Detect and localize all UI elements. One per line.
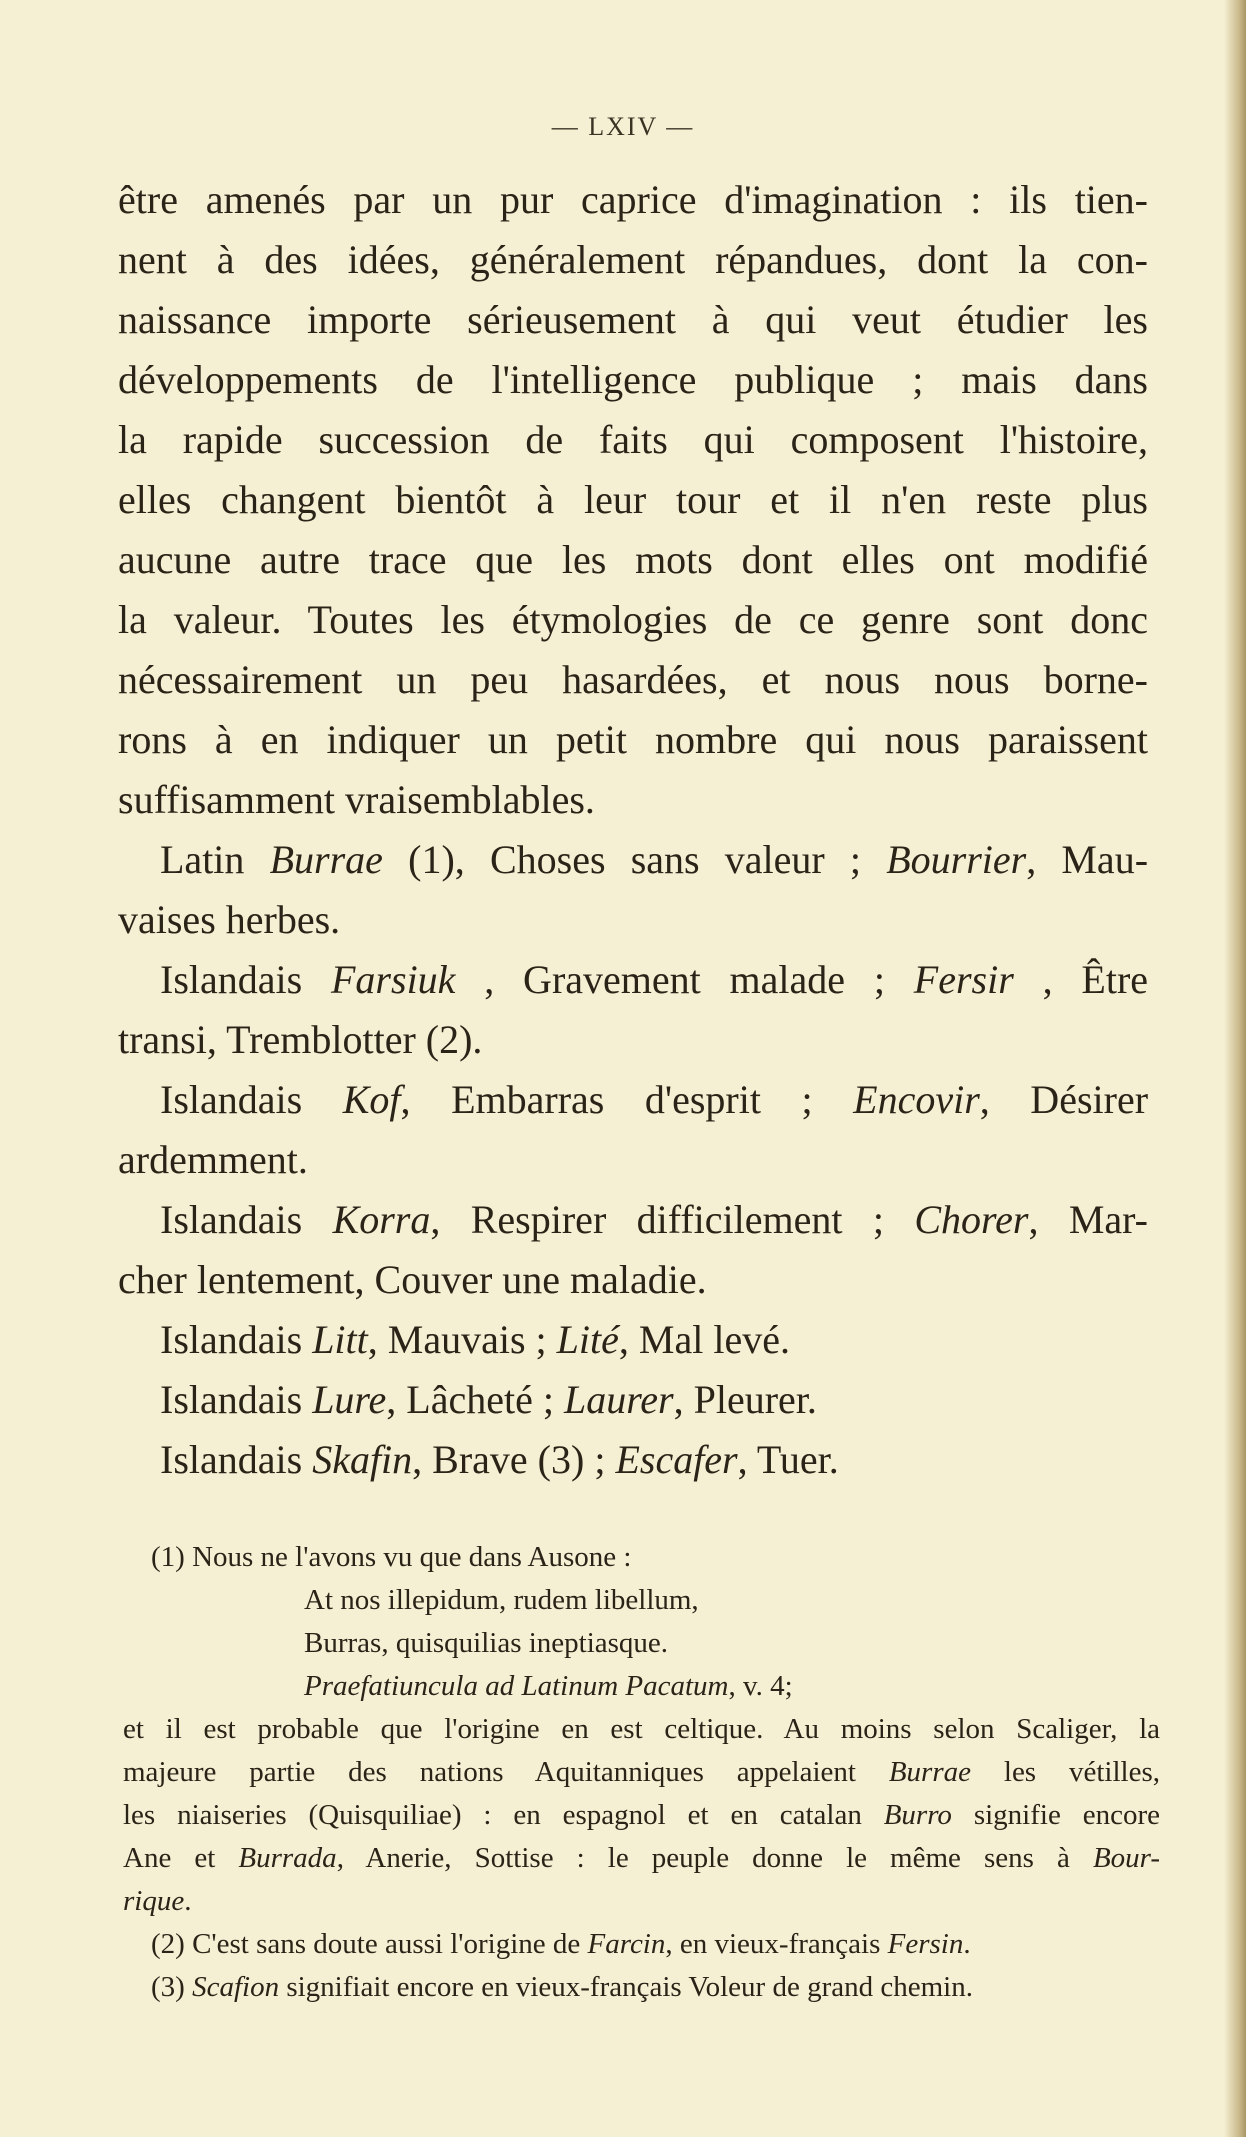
text-segment: majeure partie des nations Aquitanniques appelaient xyxy=(123,1756,889,1788)
text-line xyxy=(118,1250,1148,1310)
text-line xyxy=(118,1430,1148,1490)
text-segment: Burras, quisquilias ineptiasque. xyxy=(304,1627,669,1659)
text-line xyxy=(118,890,1148,950)
text-line xyxy=(118,1190,1148,1250)
text-segment: , Anerie, Sottise : le peuple donne le même sens à xyxy=(336,1842,1093,1874)
italic-term: Burrae xyxy=(269,837,383,882)
footnote-line xyxy=(123,1579,1160,1622)
text-segment: , Être xyxy=(1013,957,1149,1002)
text-line xyxy=(118,230,1148,290)
text-segment: vaises herbes. xyxy=(118,897,341,942)
text-segment: Islandais xyxy=(160,1377,313,1422)
italic-term: rique xyxy=(123,1885,185,1917)
italic-term: Chorer xyxy=(914,1197,1029,1242)
text-segment: . xyxy=(184,1885,192,1917)
text-segment: développements de l'intelligence publique ; mais dans xyxy=(118,357,1148,402)
footnote-line xyxy=(123,1837,1160,1880)
text-segment: (1) Nous ne l'avons vu que dans Ausone : xyxy=(151,1541,632,1573)
footnote-line xyxy=(123,1536,1160,1579)
text-segment: (2) C'est sans doute aussi l'origine de xyxy=(151,1928,588,1960)
text-segment: , Désirer xyxy=(979,1077,1149,1122)
italic-term: Bourrier xyxy=(886,837,1027,882)
text-line xyxy=(118,1070,1148,1130)
italic-term: Encovir xyxy=(853,1077,980,1122)
text-segment: rons à en indiquer un petit nombre qui nous paraissent xyxy=(118,717,1148,762)
text-segment: , Pleurer. xyxy=(673,1377,817,1422)
italic-term: Skafin xyxy=(312,1437,413,1482)
text-line xyxy=(118,290,1148,350)
text-segment: At nos illepidum, rudem libellum, xyxy=(304,1584,699,1616)
text-line xyxy=(118,410,1148,470)
italic-term: Lure xyxy=(312,1377,387,1422)
text-line xyxy=(118,830,1148,890)
text-segment: Latin xyxy=(160,837,270,882)
text-segment: , Lâcheté ; xyxy=(386,1377,564,1422)
footnote-line xyxy=(123,1880,1160,1923)
page-number: — LXIV — xyxy=(551,112,695,141)
text-segment: , Respirer difficilement ; xyxy=(430,1197,915,1242)
italic-term: Fersin xyxy=(887,1928,964,1960)
italic-term: Bour- xyxy=(1092,1842,1161,1874)
italic-term: Lité xyxy=(556,1317,619,1362)
text-segment: (3) xyxy=(151,1971,193,2003)
text-segment: Islandais xyxy=(160,1317,313,1362)
italic-term: Burro xyxy=(883,1799,952,1831)
text-line xyxy=(118,1130,1148,1190)
italic-term: Escafer xyxy=(615,1437,738,1482)
text-segment: les niaiseries (Quisquiliae) : en espagnol et en catalan xyxy=(123,1799,884,1831)
text-segment: nécessairement un peu hasardées, et nous nous borne- xyxy=(118,657,1148,702)
footnote-line xyxy=(123,1966,1160,2009)
text-line xyxy=(118,170,1148,230)
footnote-line xyxy=(123,1622,1160,1665)
text-line xyxy=(118,1370,1148,1430)
italic-term: Scafion xyxy=(192,1971,280,2003)
text-segment: , Brave (3) ; xyxy=(412,1437,616,1482)
italic-term: Farsiuk xyxy=(331,957,456,1002)
main-text xyxy=(118,170,1148,1490)
text-segment: la valeur. Toutes les étymologies de ce genre sont donc xyxy=(118,597,1148,642)
text-segment: signifiait encore en vieux-français Voleur de grand chemin. xyxy=(279,1971,973,2003)
text-segment: la rapide succession de faits qui composent l'histoire, xyxy=(118,417,1148,462)
page-edge-shadow xyxy=(1224,0,1246,2137)
italic-term: Litt xyxy=(312,1317,368,1362)
text-segment: , Mauvais ; xyxy=(367,1317,557,1362)
text-segment: . xyxy=(963,1928,971,1960)
text-segment: signifie encore xyxy=(951,1799,1160,1831)
italic-term: Laurer xyxy=(563,1377,674,1422)
footnote-line xyxy=(123,1751,1160,1794)
italic-term: Fersir xyxy=(913,957,1014,1002)
text-line xyxy=(118,950,1148,1010)
text-segment: Islandais xyxy=(160,1197,333,1242)
text-segment: être amenés par un pur caprice d'imagination : ils tien- xyxy=(118,177,1148,222)
text-segment: , Gravement malade ; xyxy=(455,957,914,1002)
text-segment: , v. 4; xyxy=(728,1670,793,1702)
text-segment: transi, Tremblotter (2). xyxy=(118,1017,483,1062)
italic-term: Praefatiuncula ad Latinum Pacatum xyxy=(304,1670,729,1702)
text-segment: Islandais xyxy=(160,957,331,1002)
text-line xyxy=(118,650,1148,710)
text-segment: elles changent bientôt à leur tour et il n'en reste plus xyxy=(118,477,1148,522)
text-line xyxy=(118,1310,1148,1370)
text-line xyxy=(118,710,1148,770)
footnote-line xyxy=(123,1923,1160,1966)
text-segment: Ane et xyxy=(123,1842,239,1874)
text-line xyxy=(118,1010,1148,1070)
text-segment: Islandais xyxy=(160,1077,343,1122)
text-segment: (1), Choses sans valeur ; xyxy=(382,837,887,882)
text-segment: , en vieux-français xyxy=(665,1928,888,1960)
italic-term: Korra xyxy=(332,1197,431,1242)
text-segment: , Mau- xyxy=(1026,837,1149,882)
text-segment: et il est probable que l'origine en est celtique. Au moins selon Scaliger, la xyxy=(123,1713,1160,1745)
footnote-line xyxy=(123,1794,1160,1837)
italic-term: Kof xyxy=(342,1077,401,1122)
italic-term: Farcin xyxy=(587,1928,666,1960)
text-line xyxy=(118,590,1148,650)
text-segment: , Mar- xyxy=(1028,1197,1148,1242)
text-segment: ardemment. xyxy=(118,1137,308,1182)
text-line xyxy=(118,530,1148,590)
text-segment: nent à des idées, généralement répandues, dont la con- xyxy=(118,237,1148,282)
text-segment: , Tuer. xyxy=(737,1437,839,1482)
italic-term: Burrada xyxy=(238,1842,337,1874)
italic-term: Burrae xyxy=(888,1756,971,1788)
text-line xyxy=(118,350,1148,410)
text-line xyxy=(118,770,1148,830)
footnote-line xyxy=(123,1665,1160,1708)
text-segment: les vétilles, xyxy=(971,1756,1160,1788)
text-line xyxy=(118,470,1148,530)
text-segment: , Mal levé. xyxy=(618,1317,790,1362)
text-segment: cher lentement, Couver une maladie. xyxy=(118,1257,707,1302)
text-segment: Islandais xyxy=(160,1437,313,1482)
footnotes xyxy=(123,1536,1160,2009)
text-segment: naissance importe sérieusement à qui veut étudier les xyxy=(118,297,1148,342)
text-segment: aucune autre trace que les mots dont elles ont modifié xyxy=(118,537,1148,582)
footnote-line xyxy=(123,1708,1160,1751)
text-segment: , Embarras d'esprit ; xyxy=(400,1077,854,1122)
text-segment: suffisamment vraisemblables. xyxy=(118,777,595,822)
